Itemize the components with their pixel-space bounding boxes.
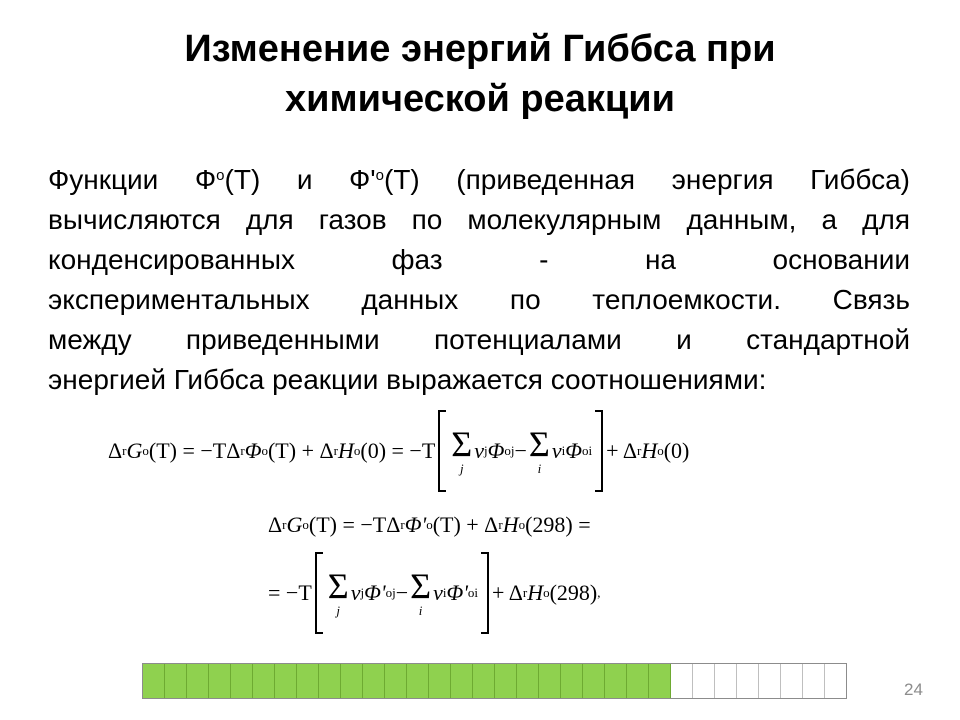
formula-symbol: H xyxy=(502,512,519,537)
sum-symbol xyxy=(529,426,550,476)
left-bracket xyxy=(315,552,323,634)
progress-cell-filled xyxy=(407,664,429,698)
body-line-1 xyxy=(48,160,910,200)
superscript: о xyxy=(216,167,225,184)
progress-cell-filled xyxy=(605,664,627,698)
body-line-5: между приведенными потенциалами и стандартной xyxy=(48,324,910,355)
right-bracket xyxy=(595,410,603,492)
formula-text: + Δ xyxy=(606,438,637,463)
body-line-4: экспериментальных данных по теплоемкости. Связь xyxy=(48,284,910,315)
progress-cell-filled xyxy=(363,664,385,698)
body-paragraph xyxy=(48,160,910,400)
progress-cell-filled xyxy=(143,664,165,698)
formula-text: (298) xyxy=(549,580,598,605)
formula-text: − xyxy=(514,438,527,463)
formula-symbol: H xyxy=(641,438,658,463)
sum-symbol xyxy=(451,426,472,476)
formula-text: (T) + Δ xyxy=(267,438,334,463)
formula-symbol: G xyxy=(126,438,143,463)
formula-symbol: ν xyxy=(433,580,443,605)
formula-text: (0) xyxy=(663,438,690,463)
progress-cell-filled xyxy=(253,664,275,698)
sigma: Σ xyxy=(327,566,349,606)
sigma: Σ xyxy=(528,424,550,464)
formula-text: + Δ xyxy=(492,580,523,605)
progress-cell-filled xyxy=(649,664,671,698)
sum-index: i xyxy=(418,603,423,618)
formula-text: = −T xyxy=(268,580,312,605)
progress-cell-empty xyxy=(693,664,715,698)
sum-index: i xyxy=(537,461,542,476)
formula-symbol: ν xyxy=(551,438,562,463)
body-text-fragment: Функции Ф xyxy=(48,164,217,195)
formula-text: Δ xyxy=(268,512,283,537)
progress-cell-filled xyxy=(165,664,187,698)
progress-cell-filled xyxy=(627,664,649,698)
progress-cell-empty xyxy=(759,664,781,698)
formula-1: Δ r G o (T) = −TΔ r Φ o (T) + Δ r H o (0) = −T Σ j ν j Φ o j − Σ i ν i Φ o i + Δ r H o (0) xyxy=(108,410,689,492)
sum-index: j xyxy=(336,603,341,618)
progress-cell-filled xyxy=(341,664,363,698)
slide-progress-bar xyxy=(142,663,847,699)
progress-cell-empty xyxy=(781,664,803,698)
formula-symbol: Φ xyxy=(244,438,262,463)
formula-text: (T) = −TΔ xyxy=(308,512,401,537)
formula-symbol: H xyxy=(337,438,354,463)
progress-cell-filled xyxy=(495,664,517,698)
title-line-2: химической реакции xyxy=(284,78,676,120)
formula-text: Δ xyxy=(108,438,123,463)
progress-cell-filled xyxy=(583,664,605,698)
progress-cell-filled xyxy=(561,664,583,698)
left-bracket xyxy=(438,410,446,492)
progress-cell-filled xyxy=(297,664,319,698)
slide-title xyxy=(80,24,880,124)
formula-symbol: Φ xyxy=(487,438,505,463)
progress-cell-filled xyxy=(319,664,341,698)
progress-cell-filled xyxy=(473,664,495,698)
sigma: Σ xyxy=(410,566,432,606)
sum-symbol xyxy=(328,568,349,618)
sum-index: j xyxy=(459,461,464,476)
formula-symbol: Φ' xyxy=(404,512,427,537)
page-number: 24 xyxy=(904,680,923,699)
formula-text: (T) = −TΔ xyxy=(148,438,241,463)
formula-text: (T) + Δ xyxy=(432,512,499,537)
progress-cell-filled xyxy=(539,664,561,698)
progress-cell-filled xyxy=(429,664,451,698)
formula-symbol: Φ' xyxy=(364,580,386,605)
progress-cell-filled xyxy=(209,664,231,698)
formula-2: Δ r G o (T) = −TΔ r Φ' o (T) + Δ r H o (298) = xyxy=(268,512,591,537)
formula-symbol: G xyxy=(286,512,303,537)
superscript: о xyxy=(375,167,384,184)
progress-cell-filled xyxy=(451,664,473,698)
body-line-2: вычисляются для газов по молекулярным данным, а для xyxy=(48,204,910,235)
progress-cell-filled xyxy=(385,664,407,698)
formula-text: (0) = −T xyxy=(360,438,436,463)
formula-3: = −T Σ j ν j Φ' o j − Σ i ν i Φ' o i + Δ r H o (298) , xyxy=(268,552,601,634)
formula-symbol: H xyxy=(527,580,544,605)
progress-cell-filled xyxy=(231,664,253,698)
formula-symbol: ν xyxy=(350,580,361,605)
body-text-fragment: (Т) (приведенная энергия Гиббса) xyxy=(384,164,910,195)
body-line-6: энергией Гиббса реакции выражается соотношениями: xyxy=(48,364,767,395)
sum-symbol xyxy=(410,568,431,618)
formula-symbol: ν xyxy=(474,438,484,463)
sigma: Σ xyxy=(451,424,473,464)
progress-cell-filled xyxy=(275,664,297,698)
formula-text: − xyxy=(395,580,409,605)
progress-cell-filled xyxy=(517,664,539,698)
body-text-fragment: (Т) и Ф' xyxy=(224,164,376,195)
progress-cell-empty xyxy=(715,664,737,698)
progress-cell-empty xyxy=(825,664,846,698)
formula-symbol: Φ xyxy=(565,438,583,463)
formula-symbol: Φ' xyxy=(446,580,468,605)
formula-text: (298) = xyxy=(525,512,591,537)
right-bracket xyxy=(481,552,489,634)
body-line-3: конденсированных фаз - на основании xyxy=(48,244,910,275)
progress-cell-empty xyxy=(803,664,825,698)
progress-cell-empty xyxy=(671,664,693,698)
title-line-1: Изменение энергий Гиббса при xyxy=(184,28,776,70)
progress-cell-empty xyxy=(737,664,759,698)
progress-cell-filled xyxy=(187,664,209,698)
